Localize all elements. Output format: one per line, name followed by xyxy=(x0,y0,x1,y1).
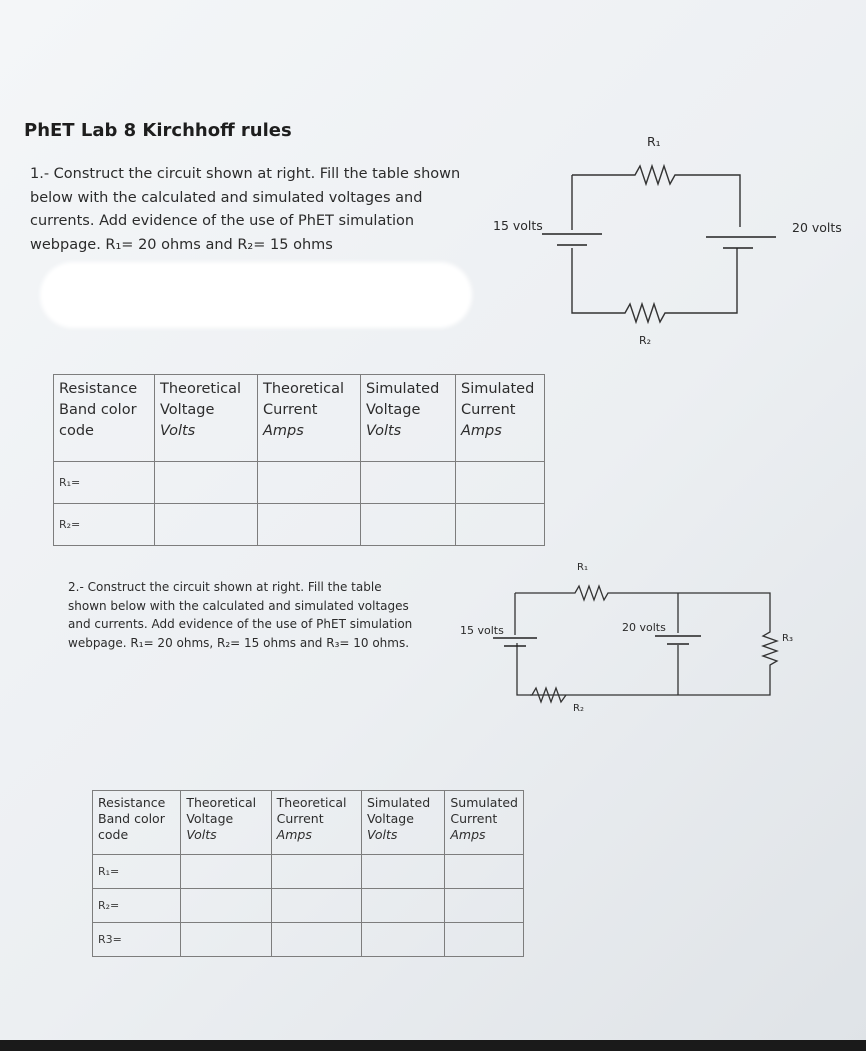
header-text: Current xyxy=(276,811,324,826)
header-units: Volts xyxy=(186,827,217,842)
q1-line: webpage. R₁= 20 ohms and R₂= 15 ohms xyxy=(30,236,333,253)
header-text: Voltage xyxy=(160,402,215,418)
row-label-cell xyxy=(54,462,155,504)
circuit2-outer-wire xyxy=(515,586,777,695)
answer-cell[interactable] xyxy=(155,462,258,504)
answer-cell[interactable] xyxy=(362,923,445,957)
answer-cell[interactable] xyxy=(362,889,445,923)
circuit2-r1-label: R₁ xyxy=(577,562,588,573)
circuit2-left-source-label: 15 volts xyxy=(460,624,504,637)
table-2-header-cell xyxy=(181,791,271,855)
header-units: Volts xyxy=(367,827,398,842)
header-text: Theoretical xyxy=(186,795,257,810)
answer-cell[interactable] xyxy=(181,855,271,889)
answer-cell[interactable] xyxy=(181,923,271,957)
answer-cell[interactable] xyxy=(456,462,545,504)
header-text: Current xyxy=(461,402,516,418)
answer-cell[interactable] xyxy=(258,504,361,546)
table-1-header-cell xyxy=(258,375,361,462)
battery-20v-symbol xyxy=(706,237,776,248)
table-1 xyxy=(53,374,545,546)
header-text: Current xyxy=(450,811,498,826)
header-text: Simulated xyxy=(461,381,535,397)
header-text: Simulated xyxy=(366,381,440,397)
table-row xyxy=(93,855,524,889)
table-1-header-cell xyxy=(54,375,155,462)
row-label-cell xyxy=(54,504,155,546)
table-1-header-row xyxy=(54,375,545,462)
redaction-blob xyxy=(40,262,472,328)
battery-20v-symbol xyxy=(655,636,701,644)
q2-line: webpage. R₁= 20 ohms, R₂= 15 ohms and R₃= 10 ohms. xyxy=(68,635,410,650)
header-text: Band color xyxy=(59,402,137,418)
header-text: code xyxy=(98,827,129,842)
header-text: Current xyxy=(263,402,318,418)
header-text: Band color xyxy=(98,811,165,826)
question-1-text xyxy=(30,163,460,257)
row-label-cell xyxy=(93,855,181,889)
table-row xyxy=(54,462,545,504)
answer-cell[interactable] xyxy=(181,889,271,923)
circuit-2-diagram xyxy=(460,560,840,740)
answer-cell[interactable] xyxy=(445,923,524,957)
answer-cell[interactable] xyxy=(361,504,456,546)
header-text: Theoretical xyxy=(276,795,347,810)
header-units: Volts xyxy=(366,423,402,439)
header-text: Sumulated xyxy=(450,795,518,810)
circuit1-top-wire xyxy=(572,166,740,227)
header-units: Amps xyxy=(276,827,312,842)
page-title: PhET Lab 8 Kirchhoff rules xyxy=(24,120,292,141)
circuit1-right-source-label: 20 volts xyxy=(792,220,842,235)
answer-cell[interactable] xyxy=(361,462,456,504)
header-text: Voltage xyxy=(186,811,234,826)
header-text: Voltage xyxy=(367,811,414,826)
table-2-header-cell xyxy=(445,791,524,855)
circuit1-r2-label: R₂ xyxy=(639,334,652,347)
table-1-header-cell xyxy=(361,375,456,462)
row-label-cell xyxy=(93,923,181,957)
header-text: code xyxy=(59,423,94,439)
answer-cell[interactable] xyxy=(155,504,258,546)
circuit2-r2-label: R₂ xyxy=(573,703,584,714)
battery-15v-symbol xyxy=(493,638,537,646)
table-2-header-cell xyxy=(93,791,181,855)
circuit1-bottom-wire xyxy=(572,248,737,322)
answer-cell[interactable] xyxy=(271,889,361,923)
header-text: Resistance xyxy=(98,795,166,810)
q1-line: 1.- Construct the circuit shown at right. Fill the table shown xyxy=(30,166,461,182)
circuit1-r1-label: R₁ xyxy=(647,134,661,149)
header-units: Volts xyxy=(160,423,196,439)
row-label-cell xyxy=(93,889,181,923)
row-label: R₂= xyxy=(59,518,81,531)
circuit1-left-source-label: 15 volts xyxy=(493,218,543,233)
q1-line: below with the calculated and simulated voltages and xyxy=(30,189,423,206)
q2-line: shown below with the calculated and simulated voltages xyxy=(68,598,409,613)
header-units: Amps xyxy=(461,423,502,439)
table-2-header-cell xyxy=(362,791,445,855)
circuit-1-diagram xyxy=(480,120,866,360)
table-row xyxy=(93,923,524,957)
q1-line: currents. Add evidence of the use of PhET simulation xyxy=(30,213,415,229)
table-2 xyxy=(92,790,524,957)
header-text: Simulated xyxy=(367,795,431,810)
header-units: Amps xyxy=(450,827,486,842)
answer-cell[interactable] xyxy=(271,923,361,957)
table-1-header-cell xyxy=(456,375,545,462)
table-row xyxy=(93,889,524,923)
header-text: Voltage xyxy=(366,402,421,418)
answer-cell[interactable] xyxy=(445,855,524,889)
header-text: Resistance xyxy=(59,381,138,397)
q2-line: 2.- Construct the circuit shown at right. Fill the table xyxy=(68,580,382,594)
row-label: R3= xyxy=(98,933,122,946)
q2-line: and currents. Add evidence of the use of PhET simulation xyxy=(68,617,413,631)
answer-cell[interactable] xyxy=(456,504,545,546)
bottom-edge-shadow xyxy=(0,1040,866,1051)
table-2-header-row xyxy=(93,791,524,855)
answer-cell[interactable] xyxy=(445,889,524,923)
table-1-header-cell xyxy=(155,375,258,462)
table-2-header-cell xyxy=(271,791,361,855)
row-label: R₁= xyxy=(59,476,81,489)
circuit2-mid-source-label: 20 volts xyxy=(622,621,666,634)
row-label: R₁= xyxy=(98,865,120,878)
answer-cell[interactable] xyxy=(258,462,361,504)
question-2-text xyxy=(68,578,412,652)
battery-15v-symbol xyxy=(542,234,602,245)
header-units: Amps xyxy=(263,423,304,439)
answer-cell[interactable] xyxy=(271,855,361,889)
answer-cell[interactable] xyxy=(362,855,445,889)
header-text: Theoretical xyxy=(160,381,242,397)
row-label: R₂= xyxy=(98,899,120,912)
circuit2-r3-label: R₃ xyxy=(782,633,793,644)
table-row xyxy=(54,504,545,546)
header-text: Theoretical xyxy=(263,381,345,397)
